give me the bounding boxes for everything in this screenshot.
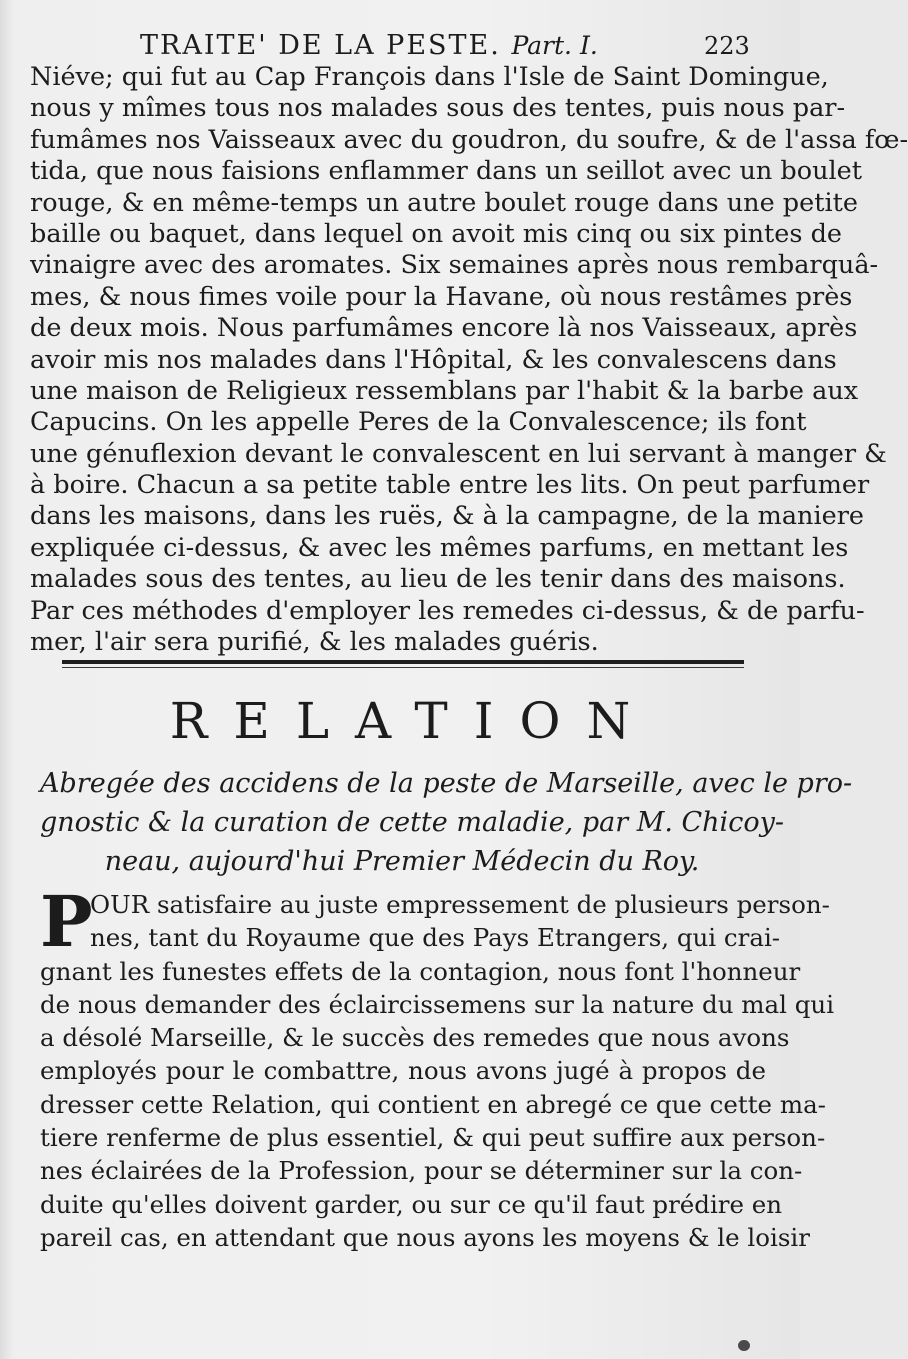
section-divider xyxy=(62,660,744,668)
text-line: malades sous des tentes, au lieu de les tenir dans des maisons. xyxy=(30,564,846,595)
text-line: de deux mois. Nous parfumâmes encore là nos Vaisseaux, après xyxy=(30,313,858,344)
text-line: de nous demander des éclaircissemens sur la nature du mal qui xyxy=(40,989,835,1019)
text-line: Niéve; qui fut au Cap François dans l'Isle de Saint Domingue, xyxy=(30,62,829,92)
section-subtitle xyxy=(40,764,853,881)
text-line: vinaigre avec des aromates. Six semaines après nous rembarquâ- xyxy=(30,250,879,281)
text-line: tida, que nous faisions enflammer dans un seillot avec un boulet xyxy=(30,156,863,187)
divider-thin-rule xyxy=(62,667,744,668)
divider-thick-rule xyxy=(62,660,744,664)
text-line: avoir mis nos malades dans l'Hôpital, & les convalescens dans xyxy=(30,344,837,375)
text-line: nes, tant du Royaume que des Pays Etrangers, qui crai- xyxy=(90,923,781,953)
text-line: nous y mîmes tous nos malades sous des tentes, puis nous par- xyxy=(30,93,846,124)
text-line: mes, & nous fimes voile pour la Havane, où nous restâmes près xyxy=(30,281,853,312)
text-line: une génuflexion devant le convalescent en lui servant à manger & xyxy=(30,438,887,469)
text-line: expliquée ci-dessus, & avec les mêmes parfums, en mettant les xyxy=(30,532,849,563)
text-line: mer, l'air sera purifié, & les malades guéris. xyxy=(30,627,599,658)
section-title: RELATION xyxy=(169,692,657,750)
text-line: rouge, & en même-temps un autre boulet rouge dans une petite xyxy=(30,187,858,218)
text-line: tiere renferme de plus essentiel, & qui peut suffire aux person- xyxy=(40,1123,826,1153)
subtitle-line: Abregée des accidens de la peste de Marseille, avec le pro- xyxy=(40,768,853,799)
text-line: baille ou baquet, dans lequel on avoit mis cinq ou six pintes de xyxy=(30,218,843,249)
text-line: duite qu'elles doivent garder, ou sur ce qu'il faut prédire en xyxy=(40,1189,783,1219)
text-line: nes éclairées de la Profession, pour se déterminer sur la con- xyxy=(40,1156,803,1186)
text-line: à boire. Chacun a sa petite table entre les lits. On peut parfumer xyxy=(30,470,870,501)
text-line: une maison de Religieux ressemblans par l'habit & la barbe aux xyxy=(30,375,859,406)
text-line: pareil cas, en attendant que nous ayons les moyens & le loisir xyxy=(40,1222,810,1252)
continued-text xyxy=(30,62,908,658)
text-line: dans les maisons, dans les ruës, & à la campagne, de la maniere xyxy=(30,501,864,532)
running-title: TRAITE' DE LA PESTE. Part. I. xyxy=(140,30,598,61)
text-line: employés pour le combattre, nous avons jugé à propos de xyxy=(40,1056,766,1086)
drop-cap: P xyxy=(40,880,93,963)
relation-paragraph xyxy=(40,880,835,1254)
part-label: Part. I. xyxy=(511,31,598,60)
ink-blot xyxy=(738,1340,750,1351)
subtitle-line: neau, aujourd'hui Premier Médecin du Roy. xyxy=(104,846,700,877)
text-line: OUR satisfaire au juste empressement de plusieurs person- xyxy=(90,890,830,919)
text-line: Capucins. On les appelle Peres de la Convalescence; ils font xyxy=(30,407,807,438)
text-line: fumâmes nos Vaisseaux avec du goudron, du soufre, & de l'assa fœ- xyxy=(30,124,908,155)
text-line: a désolé Marseille, & le succès des remedes que nous avons xyxy=(40,1023,790,1053)
text-line: Par ces méthodes d'employer les remedes ci-dessus, & de parfu- xyxy=(30,595,865,626)
text-line: dresser cette Relation, qui contient en abregé ce que cette ma- xyxy=(40,1089,826,1119)
text-line: gnant les funestes effets de la contagion, nous font l'honneur xyxy=(40,956,801,986)
subtitle-line: gnostic & la curation de cette maladie, par M. Chicoy- xyxy=(40,807,784,838)
page-number: 223 xyxy=(704,32,750,60)
